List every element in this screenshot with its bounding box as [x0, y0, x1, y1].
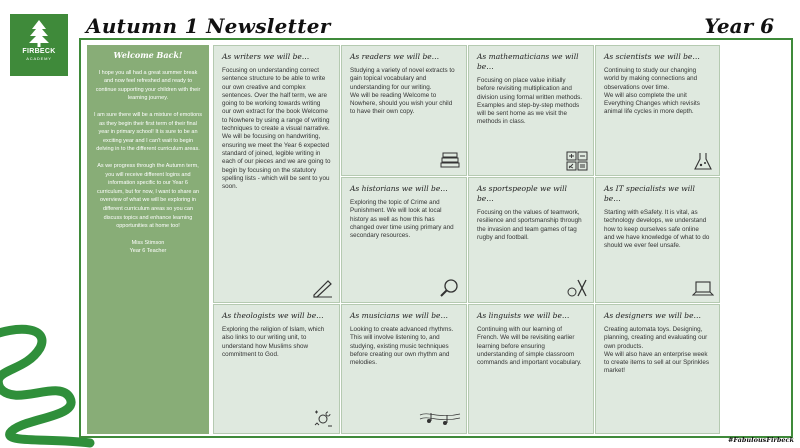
logo-subtitle: ACADEMY	[26, 56, 52, 61]
year-group: Year 6	[704, 14, 774, 38]
tree-icon	[28, 19, 50, 47]
writers-heading: As writers we will be…	[222, 52, 310, 61]
readers-text: Studying a variety of novel extracts to gain topical vocabulary and understanding for our writing. We will be reading Welcome to Nowhere, should you wish your child to have their own copy.	[350, 67, 455, 116]
scientists-box	[595, 45, 720, 176]
hashtag: #FabulousFirbeck	[727, 436, 794, 444]
readers-heading: As readers we will be…	[350, 52, 440, 61]
pen-writing-icon	[312, 278, 334, 298]
school-logo	[10, 14, 68, 76]
mathematicians-heading: As mathematicians we will be…	[477, 52, 579, 71]
linguists-box	[468, 304, 594, 434]
science-flask-icon	[692, 151, 714, 171]
readers-box	[341, 45, 467, 176]
designers-heading: As designers we will be…	[604, 311, 702, 320]
welcome-heading: Welcome Back!	[113, 50, 183, 60]
magnifying-glass-icon	[439, 278, 461, 298]
theologists-box	[213, 304, 340, 434]
books-icon	[439, 151, 461, 171]
linguists-heading: As linguists we will be…	[477, 311, 570, 320]
theologists-heading: As theologists we will be…	[222, 311, 324, 320]
historians-box	[341, 177, 467, 303]
signature-name: Miss Stimson	[131, 239, 165, 246]
newsletter-title: Autumn 1 Newsletter	[86, 14, 331, 38]
religion-symbols-icon	[312, 409, 334, 429]
music-notes-icon	[419, 409, 461, 429]
scientists-heading: As scientists we will be…	[604, 52, 700, 61]
musicians-heading: As musicians we will be…	[350, 311, 448, 320]
math-symbols-icon	[566, 151, 588, 171]
mathematicians-text: Focusing on place value initially before revisiting multiplication and division using formal written methods. Examples and step-by-step methods will be sent home as we visit the methods in class.	[477, 77, 582, 126]
welcome-paragraph: As we progress through the Autumn term, you will receive different logins and information specific to our Year 6 curriculum, but for now, I want to share an overview of what we will be exploring in different curriculum areas so you can discuss topics and enhance learning opportunities at home too!	[96, 162, 200, 230]
it-heading: As IT specialists we will be…	[604, 184, 695, 203]
sportspeople-box	[468, 177, 594, 303]
mathematicians-box	[468, 45, 594, 176]
theologists-text: Exploring the religion of Islam, which also links to our writing unit, to understand how Muslims show commitment to God.	[222, 326, 325, 358]
writers-box	[213, 45, 340, 303]
it-text: Starting with eSafety. It is vital, as technology develops, we understand how to keep ourselves safe online and we have knowledge of what to do should we ever feel unsafe.	[604, 209, 710, 250]
it-specialists-box	[595, 177, 720, 303]
linguists-text: Continuing with our learning of French. We will be revisiting earlier learning before ensuring understanding of simple classroom commands and important vocabulary.	[477, 326, 582, 367]
designers-text: Creating automata toys. Designing, planning, creating and evaluating our own products. We will also have an enterprise week to create items to sell at our Sprinkles market!	[604, 326, 709, 375]
welcome-paragraph: I hope you all had a great summer break and now feel refreshed and ready to continue supporting your children with their learning journey.	[95, 69, 201, 102]
scientists-text: Continuing to study our changing world by making connections and observations over time. We will also complete the unit Everything Changes which revisits animal life cycles in more depth.	[604, 67, 700, 116]
signature-role: Year 6 Teacher	[129, 248, 167, 255]
musicians-box	[341, 304, 467, 434]
sportspeople-text: Focusing on the values of teamwork, resilience and sportsmanship through the invasion and team games of tag rugby and football.	[477, 209, 582, 241]
historians-text: Exploring the topic of Crime and Punishment. We will look at local history as well as how this has changed over time using primary and secondary resources.	[350, 199, 454, 240]
logo-name: FIRBECK	[22, 48, 56, 55]
welcome-panel	[87, 45, 209, 434]
laptop-icon	[692, 278, 714, 298]
historians-heading: As historians we will be…	[350, 184, 448, 193]
writers-text: Focusing on understanding correct sentence structure to be able to write our own creative and complex sentences. Over the half term, we are going to be working towards writing our own extract for the book Welcome to Nowhere by using a range of writing techniques to create a visual narrative. We will be focusing on handwriting, ensuring we meet the Year 6 expected standard of joined, legible writing in each of our pieces and we are going to begin by focusing on the statutory spelling lists - which will be sent to you soon.	[222, 67, 331, 191]
sportspeople-heading: As sportspeople we will be…	[477, 184, 567, 203]
welcome-paragraph: I am sure there will be a mixture of emotions as they begin their first term of their final year in primary school! It is sure to be an exciting year and I can't wait to begin delving in to the different curriculum areas.	[94, 111, 202, 153]
sports-icon	[566, 278, 588, 298]
designers-box	[595, 304, 720, 434]
musicians-text: Looking to create advanced rhythms. This will involve listening to, and studying, existing music techniques before creating our own rhythm and melodies.	[350, 326, 454, 367]
